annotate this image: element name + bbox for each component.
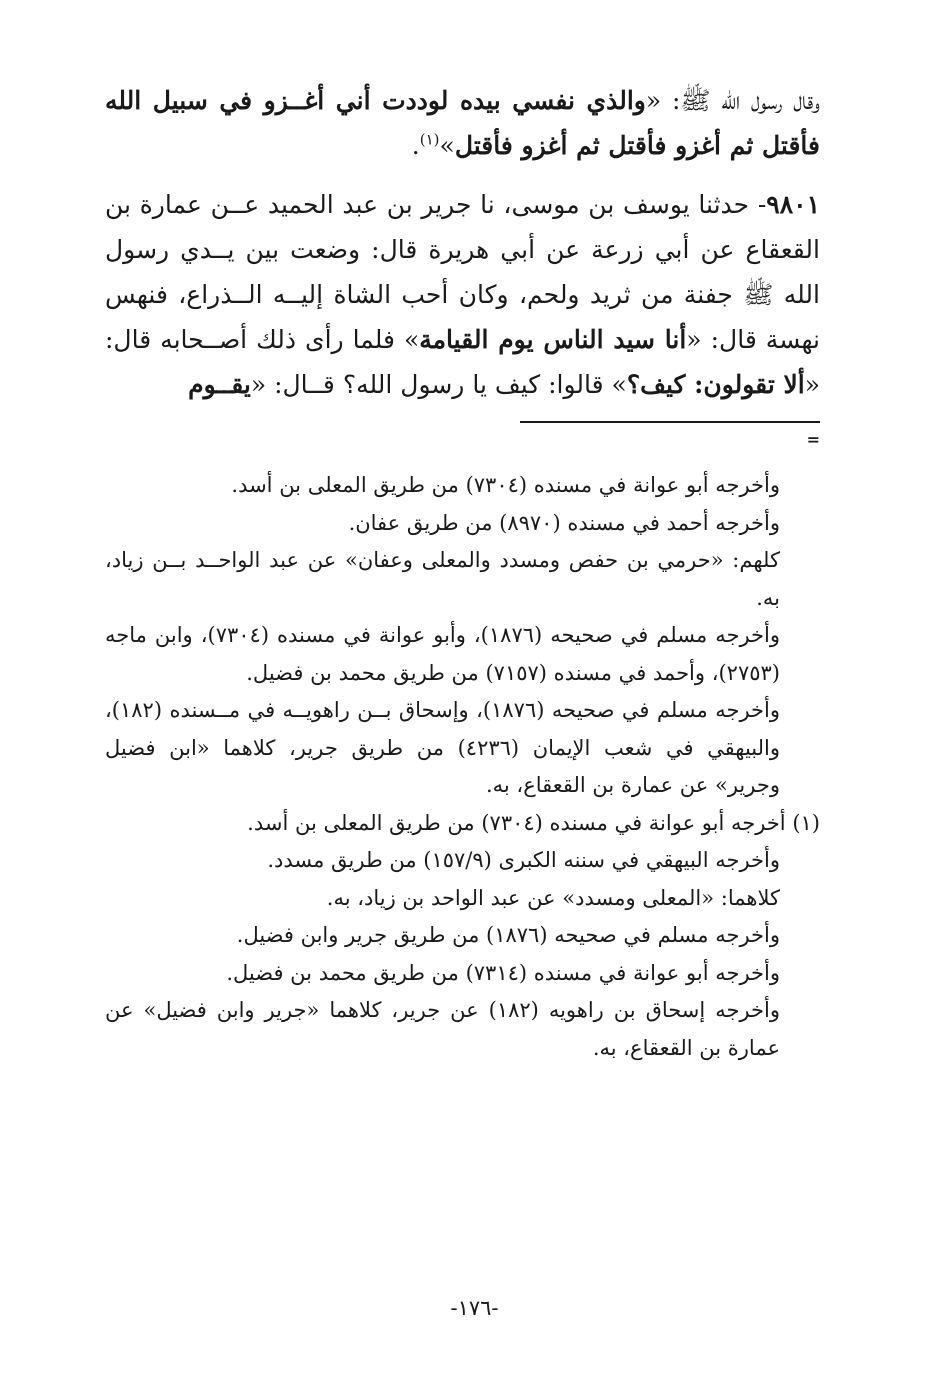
footnote-line: وأخرجه أحمد في مسنده (٨٩٧٠) من طريق عفان. xyxy=(348,510,780,535)
page-number: -١٧٦- xyxy=(450,1296,499,1320)
footnote-1-line: وأخرجه إسحاق بن راهويه (١٨٢) عن جرير، كلاهما «جرير وابن فضيل» عن عمارة بن القعقاع، به. xyxy=(105,998,780,1060)
footnote-line: وأخرجه مسلم في صحيحه (١٨٧٦)، وإسحاق بــن راهويــه في مــسنده (١٨٢)، والبيهقي في شعب الإيمان (٤٢٣٦) من طريق جرير، كلاهما «ابن فضيل وجرير» عن عمارة بن القعقاع، به. xyxy=(105,698,781,797)
narration-text-2: » فلما رأى ذلك أصــحابه قال: « xyxy=(105,325,820,399)
quote-close: » xyxy=(439,131,455,160)
main-text xyxy=(105,78,820,407)
paragraph-hadith-9801 xyxy=(105,182,820,407)
footnote-1-first-line xyxy=(105,805,820,843)
continuation-mark: = xyxy=(806,430,820,449)
footnote-line: كلهم: «حرمي بن حفص ومسدد والمعلى وعفان» عن عبد الواحــد بــن زياد، به. xyxy=(105,548,780,610)
hadith-number: ٩٨٠١ xyxy=(766,190,820,219)
narration-text-3: » قالوا: كيف يا رسول الله؟ قــال: « xyxy=(250,370,627,399)
footnote-line: وأخرجه مسلم في صحيحه (١٨٧٦)، وأبو عوانة في مسنده (٧٣٠٤)، وابن ماجه (٢٧٥٣)، وأحمد في مسنده (٧١٥٧) من طريق محمد بن فضيل. xyxy=(105,623,781,685)
paragraph-hadith-quote xyxy=(105,78,820,168)
footnote-1-line: وأخرجه أبو عوانة في مسنده (٧٣١٤) من طريق محمد بن فضيل. xyxy=(226,960,780,985)
intro-text: وقال رسول الله ﷺ: « xyxy=(645,86,820,115)
footnote-1-text: أخرجه أبو عوانة في مسنده (٧٣٠٤) من طريق المعلى بن أسد. xyxy=(247,810,786,835)
footnote-separator xyxy=(520,421,820,423)
quote-kayf: ألا تقولون: كيف؟ xyxy=(626,370,805,399)
footnote-1-line: وأخرجه مسلم في صحيحه (١٨٧٦) من طريق جرير وابن فضيل. xyxy=(236,923,780,947)
page-content xyxy=(105,78,820,1067)
prophet-quote: والذي نفسي بيده لوددت أني أغــزو في سبيل الله فأقتل ثم أغزو فأقتل ثم أغزو فأقتل xyxy=(105,86,820,160)
footnotes xyxy=(105,467,820,1067)
footnote-line: وأخرجه أبو عوانة في مسنده (٧٣٠٤) من طريق المعلى بن أسد. xyxy=(231,473,780,497)
isnad-text: - حدثنا يوسف بن موسى، نا جرير بن عبد الحميد عــن عمارة بن القعقاع عن أبي زرعة عن أبي هريرة قال: وضعت بين يــدي رسول الله ﷺ جفنة من ثريد ولحم، وكان أحب الشاة إليــه الــذراع، فنهس نهسة قال: « xyxy=(105,190,820,354)
footnote-1-marker: (١) xyxy=(792,810,820,835)
period: . xyxy=(411,131,420,160)
footnote-1-line: وأخرجه البيهقي في سننه الكبرى (١٥٧/٩) من طريق مسدد. xyxy=(267,848,780,872)
quote-yaqum: يقــوم xyxy=(188,370,251,399)
footnote-1-line: كلاهما: «المعلى ومسدد» عن عبد الواحد بن زياد، به. xyxy=(326,885,780,910)
footnote-reference[interactable]: (١) xyxy=(419,130,440,149)
quote-sayyid: أنا سيد الناس يوم القيامة xyxy=(419,325,687,354)
